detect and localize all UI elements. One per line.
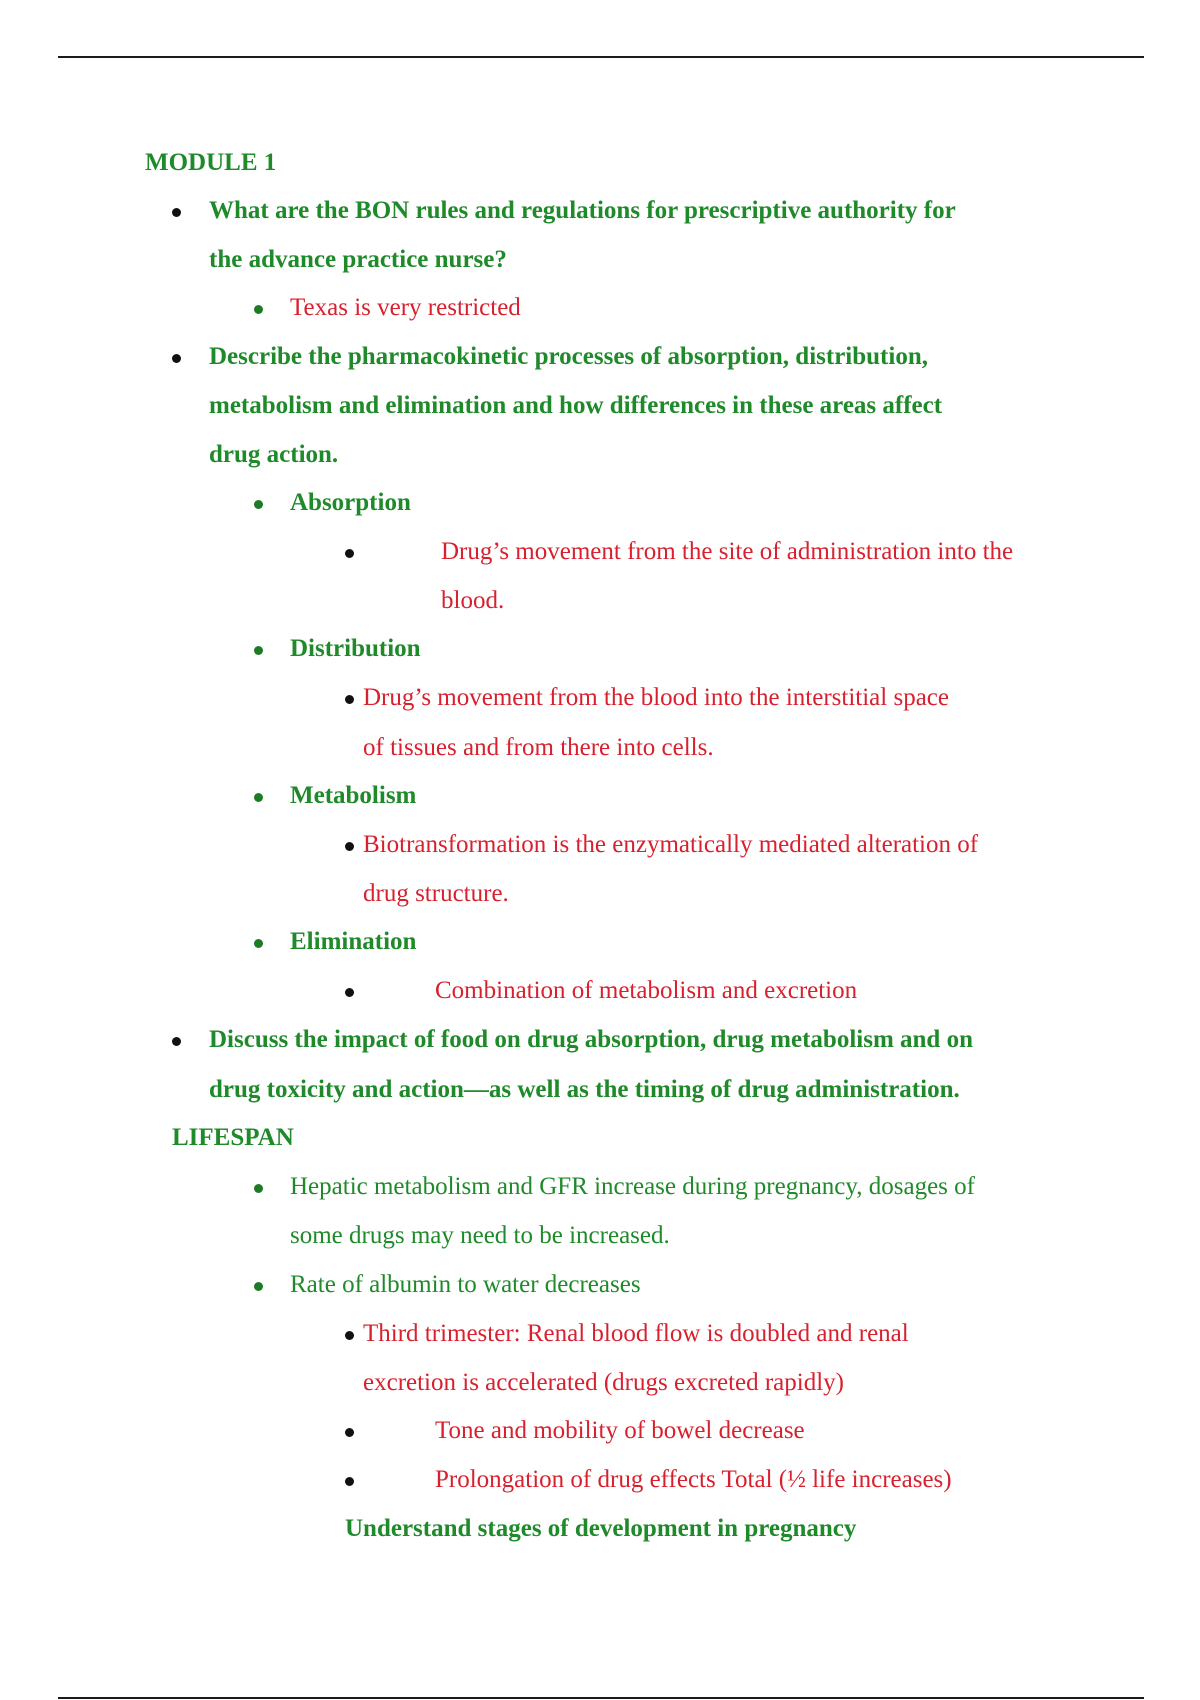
question-2-line-3: drug action. [209,441,339,468]
bullet-icon [172,1037,181,1046]
question-1-answer: Texas is very restricted [290,294,521,321]
distribution-definition-line-1: Drug’s movement from the blood into the interstitial space [363,684,949,711]
lifespan-closing: Understand stages of development in pregnancy [345,1515,857,1542]
bullet-icon [254,500,263,509]
lifespan-heading: LIFESPAN [172,1124,294,1151]
lifespan-item-1-line-1: Hepatic metabolism and GFR increase during pregnancy, dosages of [290,1173,975,1200]
bottom-rule [58,1697,1144,1699]
lifespan-sub-3: Prolongation of drug effects Total (½ life increases) [435,1466,952,1493]
question-1-line-1: What are the BON rules and regulations for prescriptive authority for [209,197,956,224]
bullet-icon [172,354,181,363]
lifespan-item-2: Rate of albumin to water decreases [290,1271,641,1298]
question-3-line-1: Discuss the impact of food on drug absorption, drug metabolism and on [209,1026,973,1053]
metabolism-definition-line-2: drug structure. [363,880,509,907]
question-2-line-1: Describe the pharmacokinetic processes of absorption, distribution, [209,343,928,370]
metabolism-definition-line-1: Biotransformation is the enzymatically mediated alteration of [363,831,979,858]
bullet-icon [345,549,354,558]
absorption-heading: Absorption [290,489,411,516]
absorption-definition-line-1: Drug’s movement from the site of administration into the [441,538,1014,565]
bullet-icon [345,1331,354,1340]
bullet-icon [254,939,263,948]
module-title: MODULE 1 [145,149,277,176]
bullet-icon [254,1282,263,1291]
elimination-heading: Elimination [290,928,417,955]
bullet-icon [254,646,263,655]
bullet-icon [345,695,354,704]
bullet-icon [345,1428,354,1437]
bullet-icon [345,988,354,997]
bullet-icon [254,1184,263,1193]
distribution-heading: Distribution [290,635,421,662]
metabolism-heading: Metabolism [290,782,417,809]
lifespan-sub-1-line-2: excretion is accelerated (drugs excreted rapidly) [363,1369,844,1396]
bullet-icon [254,793,263,802]
question-1-line-2: the advance practice nurse? [209,246,507,273]
bullet-icon [254,305,263,314]
lifespan-sub-1-line-1: Third trimester: Renal blood flow is doubled and renal [363,1320,909,1347]
lifespan-sub-2: Tone and mobility of bowel decrease [435,1417,805,1444]
lifespan-item-1-line-2: some drugs may need to be increased. [290,1222,670,1249]
absorption-definition-line-2: blood. [441,587,505,614]
bullet-icon [345,1477,354,1486]
question-3-line-2: drug toxicity and action—as well as the timing of drug administration. [209,1076,960,1103]
bullet-icon [345,842,354,851]
elimination-definition: Combination of metabolism and excretion [435,977,858,1004]
question-2-line-2: metabolism and elimination and how differences in these areas affect [209,392,943,419]
distribution-definition-line-2: of tissues and from there into cells. [363,734,714,761]
top-rule [58,56,1144,58]
bullet-icon [172,208,181,217]
